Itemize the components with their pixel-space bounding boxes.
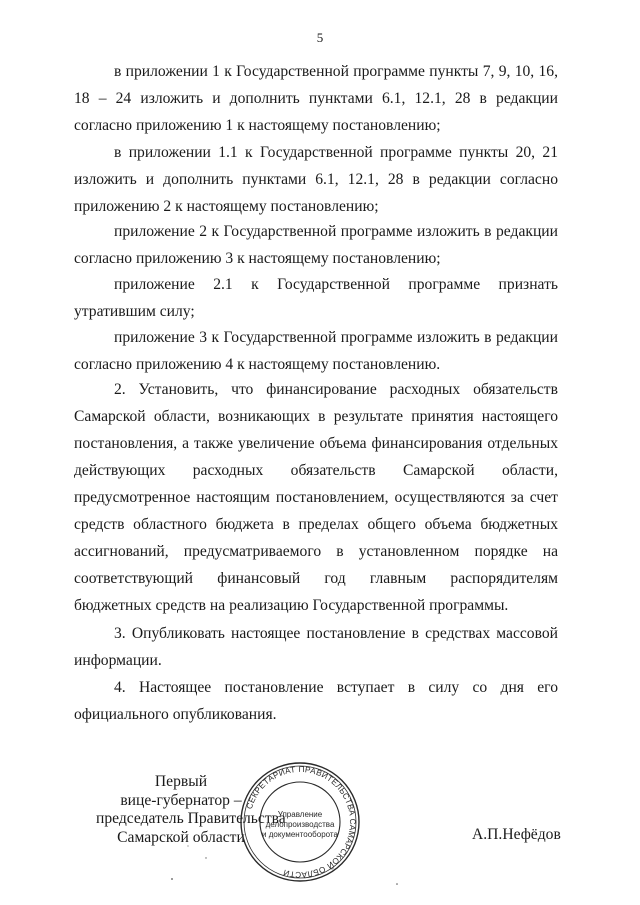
- paragraph-appendix-1: в приложении 1 к Государственной программе пункты 7, 9, 10, 16, 18 – 24 изложить и дополнить пунктами 6.1, 12.1, 28 в редакции согласно приложению 1 к настоящему постановлению;: [74, 63, 558, 134]
- paragraph-item-2: 2. Установить, что финансирование расходных обязательств Самарской области, возникающих в результате принятия настоящего постановления, а также увеличение объема финансирования отдельных действующих расходных обязательств Самарской области, предусмотренное настоящим постановлением, осуществляются за счет средств областного бюджета в пределах общего объема бюджетных ассигнований, предусматриваемого в установленном порядке на соответствующий финансовый год главным распорядителям бюджетных средств на реализацию Государственной программы.: [74, 381, 558, 614]
- stamp-inner-line: Управление: [277, 810, 323, 819]
- paragraph-appendix-3: приложение 3 к Государственной программе изложить в редакции согласно приложению 4 к настоящему постановлению.: [74, 329, 558, 373]
- stamp-inner-line: делопроизводства: [265, 820, 335, 829]
- stamp-outer-text: СЕКРЕТАРИАТ ПРАВИТЕЛЬСТВА САМАРСКОЙ ОБЛАСТИ: [244, 764, 358, 880]
- stamp-inner-line: и документооборота: [262, 830, 338, 839]
- paragraph-appendix-2: приложение 2 к Государственной программе изложить в редакции согласно приложению 3 к настоящему постановлению;: [74, 223, 558, 267]
- signatory-title-line: Первый: [154, 773, 208, 790]
- signatory-title-line: Самарской области: [117, 828, 245, 846]
- signatory-title-line: вице-губернатор –: [120, 791, 242, 809]
- paragraph-appendix-2-1: приложение 2.1 к Государственной программе признать утратившим силу;: [74, 276, 558, 320]
- signatory-name: А.П.Нефёдов: [472, 826, 561, 843]
- paragraph-item-3: 3. Опубликовать настоящее постановление в средствах массовой информации.: [74, 625, 558, 669]
- page-number: 5: [316, 30, 324, 45]
- paragraph-appendix-1-1: в приложении 1.1 к Государственной программе пункты 20, 21 изложить и дополнить пунктами 6.1, 12.1, 28 в редакции согласно приложению 2 к настоящему постановлению;: [74, 144, 558, 215]
- signatory-title-line: председатель Правительства: [96, 810, 286, 827]
- paragraph-item-4: 4. Настоящее постановление вступает в силу со дня его официального опубликования.: [74, 679, 558, 723]
